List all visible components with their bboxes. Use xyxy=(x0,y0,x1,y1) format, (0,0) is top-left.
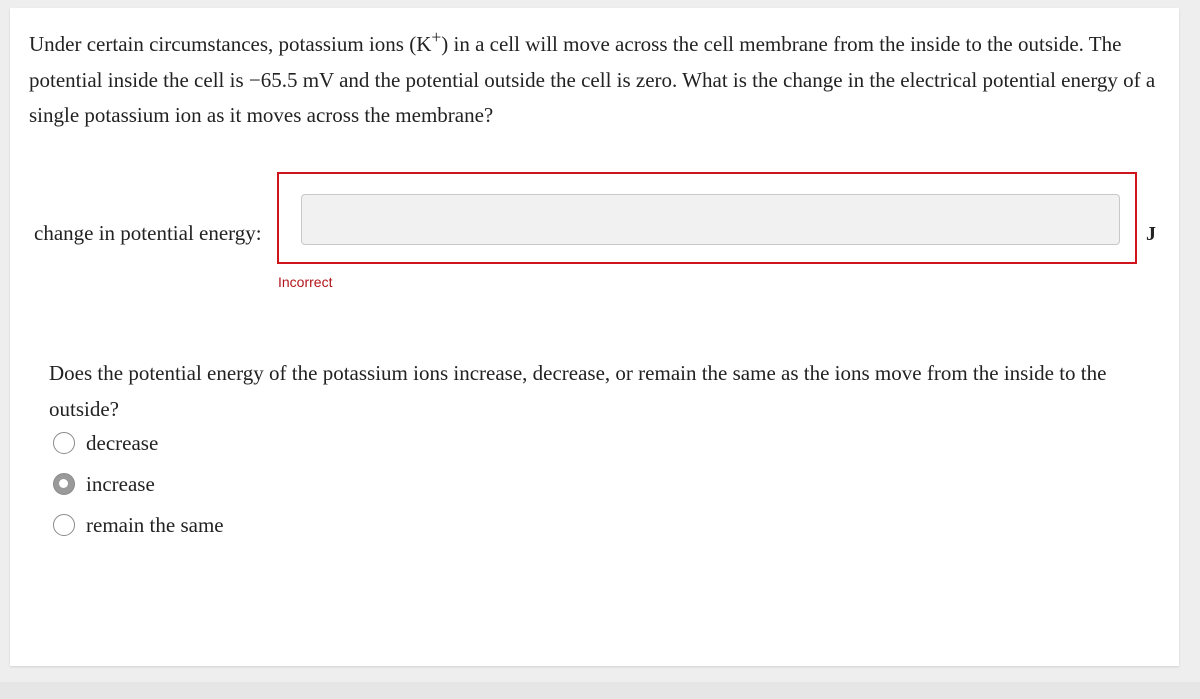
option-label-remain-the-same: remain the same xyxy=(86,513,224,537)
question-text xyxy=(29,20,1164,134)
question-card xyxy=(10,8,1179,666)
option-label-decrease: decrease xyxy=(86,431,159,455)
answer-error-frame xyxy=(277,172,1137,264)
option-remain-the-same[interactable] xyxy=(53,512,224,538)
radio-button-remain-the-same[interactable] xyxy=(53,514,75,536)
potential-energy-input[interactable] xyxy=(301,194,1120,245)
answer-label: change in potential energy: xyxy=(34,221,262,245)
radio-button-increase[interactable] xyxy=(53,473,75,495)
followup-question-text: Does the potential energy of the potassium ions increase, decrease, or remain the same as the ions move from the inside to the outside? xyxy=(49,361,1107,421)
unit-label: J xyxy=(1146,223,1156,245)
feedback-incorrect: Incorrect xyxy=(278,274,333,290)
option-increase[interactable] xyxy=(53,471,155,497)
ion-charge-superscript: + xyxy=(431,27,442,47)
option-label-increase: increase xyxy=(86,472,155,496)
question-text-part2: ) in a cell will move across the cell membrane from the inside to the outside. The potential inside the cell is −65.5 mV and the potential outside the cell is zero. What is the change in the electrical potential energy of a single potassium ion as it moves across the membrane? xyxy=(29,32,1156,127)
option-decrease[interactable] xyxy=(53,430,158,456)
bottom-bar xyxy=(0,682,1200,699)
question-text-part1: Under certain circumstances, potassium ions (K xyxy=(29,32,432,56)
radio-button-decrease[interactable] xyxy=(53,432,75,454)
